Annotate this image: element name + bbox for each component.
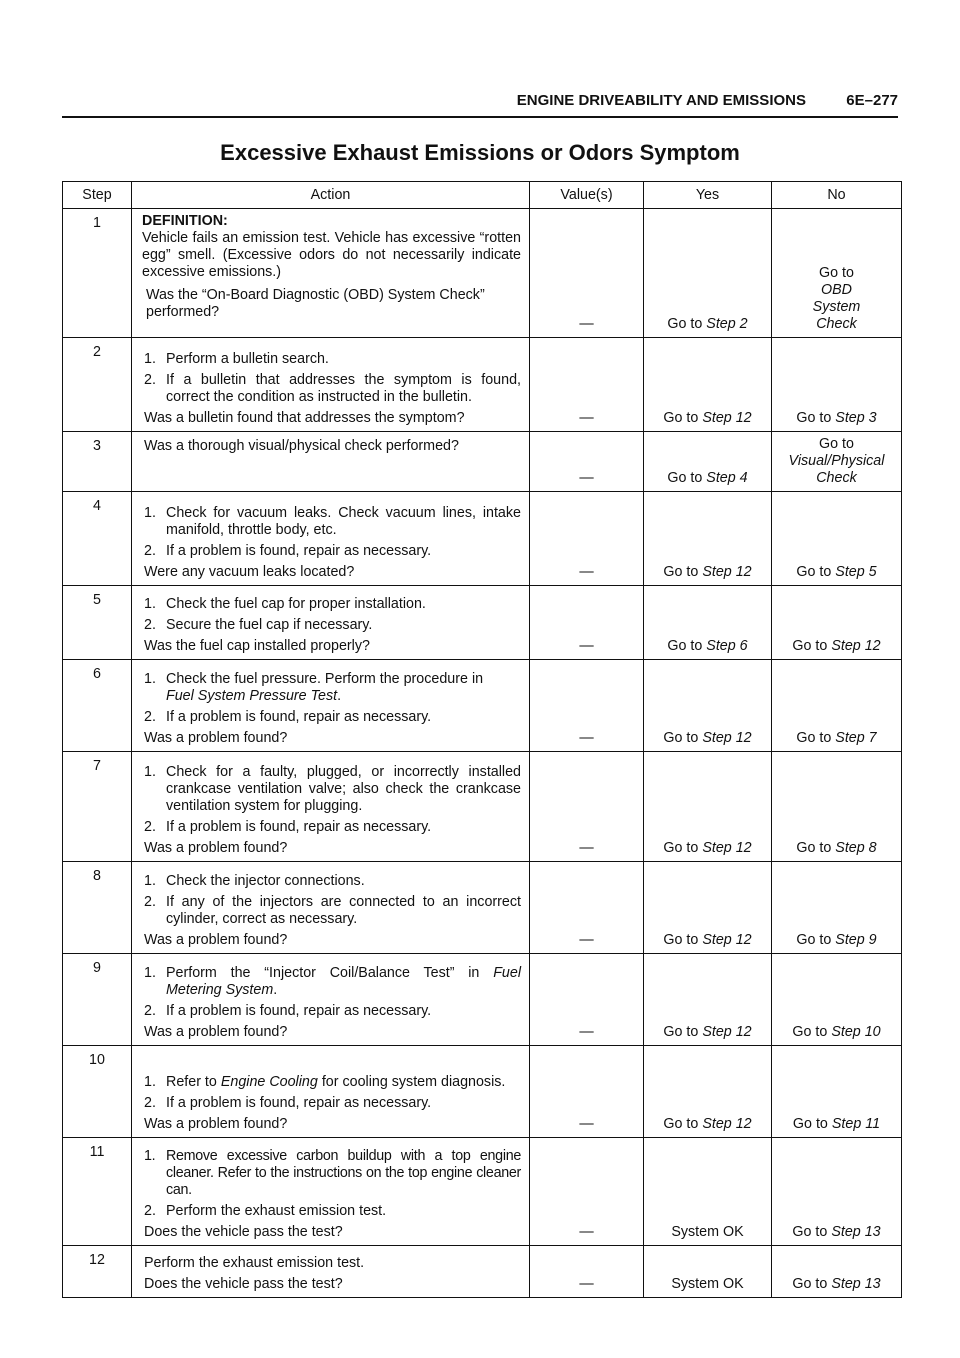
no-step-link[interactable]: Step 12 [831, 638, 881, 654]
no-step-link[interactable]: Step 10 [831, 1024, 881, 1040]
table-row [63, 862, 902, 954]
yes-prefix: Go to [663, 1116, 703, 1132]
table-row [63, 1138, 902, 1246]
step-question: Was a problem found? [144, 730, 288, 746]
procedure-link[interactable]: Fuel Metering System [166, 965, 521, 998]
no-cell [772, 752, 902, 862]
value-cell: — [530, 1046, 644, 1138]
yes-step-link[interactable]: Step 6 [706, 638, 748, 654]
step-question: Does the vehicle pass the test? [144, 1276, 343, 1292]
step-number: 9 [63, 954, 132, 1046]
action-cell [132, 209, 530, 338]
yes-prefix: Go to [663, 730, 703, 746]
yes-cell [644, 862, 772, 954]
no-prefix: Go to [792, 638, 832, 654]
step-number: 5 [63, 586, 132, 660]
list-item: 1. Check for a faulty, plugged, or incorrectly installed crankcase ventilation valve; also check the crankcase ventilation system for plugging. [144, 764, 521, 814]
no-prefix: Go to [796, 564, 836, 580]
value-cell: — [530, 660, 644, 752]
step-number: 8 [63, 862, 132, 954]
yes-cell [644, 752, 772, 862]
table-row [63, 586, 902, 660]
no-step-link[interactable]: OBD System Check [812, 282, 861, 332]
item-text: If any of the injectors are connected to an incorrect cylinder, correct as necessary. [166, 894, 521, 927]
no-prefix: Go to [819, 265, 854, 281]
yes-step-link[interactable]: Step 4 [706, 470, 748, 486]
no-cell [772, 586, 902, 660]
yes-prefix: Go to [667, 316, 707, 332]
list-item: 1. Refer to Engine Cooling for cooling system diagnosis. [144, 1074, 506, 1090]
item-text: If a problem is found, repair as necessary. [166, 1003, 432, 1019]
list-item: 2. If a problem is found, repair as necessary. [144, 1003, 432, 1019]
yes-cell [644, 586, 772, 660]
col-header-no: No [772, 182, 902, 209]
table-row [63, 752, 902, 862]
yes-cell [644, 209, 772, 338]
list-item: 1. Perform the “Injector Coil/Balance Test” in Fuel Metering System. [144, 965, 521, 998]
no-prefix: Go to [792, 1024, 832, 1040]
value-cell: — [530, 492, 644, 586]
no-cell [772, 209, 902, 338]
definition-heading: DEFINITION: [142, 213, 228, 229]
list-item: 1. Check the injector connections. [144, 873, 365, 889]
value-cell: — [530, 954, 644, 1046]
col-header-yes: Yes [644, 182, 772, 209]
list-item: 1. Remove excessive carbon buildup with a top engine cleaner. Refer to the instructions on the top engine cleaner can. [144, 1148, 521, 1198]
action-cell [132, 752, 530, 862]
action-cell [132, 1138, 530, 1246]
step-number: 6 [63, 660, 132, 752]
no-cell [772, 492, 902, 586]
item-text: If a problem is found, repair as necessary. [166, 1095, 432, 1111]
action-text: Perform the exhaust emission test. [144, 1255, 365, 1271]
yes-cell [644, 338, 772, 432]
list-item: 2. If a problem is found, repair as necessary. [144, 709, 432, 725]
step-question: Was a problem found? [144, 1116, 288, 1132]
step-number: 3 [63, 432, 132, 492]
page-header [62, 86, 898, 118]
yes-step-link[interactable]: Step 12 [702, 932, 752, 948]
action-cell [132, 338, 530, 432]
item-text: Perform the “Injector Coil/Balance Test” in [166, 965, 480, 981]
diagnostic-table [62, 181, 902, 1298]
step-question: Were any vacuum leaks located? [144, 564, 355, 580]
yes-cell [644, 954, 772, 1046]
item-text: Remove excessive carbon buildup with a top engine cleaner. Refer to the instructions on the top engine cleaner can. [166, 1148, 521, 1198]
step-number: 12 [63, 1246, 132, 1298]
yes-step-link[interactable]: Step 12 [702, 840, 752, 856]
item-text: If a bulletin that addresses the symptom is found, correct the condition as instructed in the bulletin. [166, 372, 521, 405]
no-cell [772, 1046, 902, 1138]
yes-step-link[interactable]: Step 12 [702, 410, 752, 426]
no-prefix: Go to [796, 932, 836, 948]
item-text: If a problem is found, repair as necessary. [166, 543, 432, 559]
col-header-values: Value(s) [530, 182, 644, 209]
value-cell: — [530, 209, 644, 338]
value-cell: — [530, 432, 644, 492]
value-cell: — [530, 1138, 644, 1246]
yes-prefix: Go to [663, 410, 703, 426]
list-item: 1. Check the fuel pressure. Perform the procedure in Fuel System Pressure Test. [144, 671, 484, 704]
section-title: ENGINE DRIVEABILITY AND EMISSIONS [516, 92, 806, 109]
no-prefix: Go to [796, 840, 836, 856]
yes-step-link[interactable]: Step 12 [702, 1024, 752, 1040]
step-question: Was the “On-Board Diagnostic (OBD) System Check” performed? [146, 287, 485, 320]
col-header-step: Step [63, 182, 132, 209]
action-cell [132, 660, 530, 752]
step-number: 11 [63, 1138, 132, 1246]
step-number: 7 [63, 752, 132, 862]
table-row [63, 954, 902, 1046]
item-text: Secure the fuel cap if necessary. [166, 617, 373, 633]
item-text: Check the fuel pressure. Perform the procedure in [166, 671, 484, 687]
no-prefix: Go to [819, 436, 854, 452]
yes-prefix: Go to [663, 932, 703, 948]
item-text: Perform a bulletin search. [166, 351, 329, 367]
no-step-link[interactable]: Step 11 [831, 1116, 881, 1132]
table-row [63, 492, 902, 586]
step-number: 1 [63, 209, 132, 338]
value-cell: — [530, 586, 644, 660]
table-row [63, 432, 902, 492]
yes-cell [644, 660, 772, 752]
action-cell [132, 1046, 530, 1138]
yes-step-link[interactable]: Step 2 [706, 316, 748, 332]
list-item: 1. Perform a bulletin search. [144, 351, 329, 367]
page-title: Excessive Exhaust Emissions or Odors Symptom [220, 140, 740, 165]
table-row [63, 660, 902, 752]
table-header-row [63, 182, 902, 209]
value-cell: — [530, 338, 644, 432]
item-text: Check for vacuum leaks. Check vacuum lines, intake manifold, throttle body, etc. [166, 505, 521, 538]
yes-prefix: Go to [663, 840, 703, 856]
step-number: 2 [63, 338, 132, 432]
value-cell: — [530, 1246, 644, 1298]
no-cell [772, 954, 902, 1046]
yes-step-link[interactable]: Step 12 [702, 1116, 752, 1132]
no-prefix: Go to [792, 1224, 832, 1240]
no-step-link[interactable]: Step 7 [835, 730, 877, 746]
action-cell [132, 492, 530, 586]
table-row [63, 1246, 902, 1298]
step-question: Was a problem found? [144, 932, 288, 948]
item-text: for cooling system diagnosis. [321, 1074, 506, 1090]
no-step-link[interactable]: Step 13 [831, 1276, 881, 1292]
yes-cell [644, 432, 772, 492]
table-row [63, 209, 902, 338]
table-row [63, 338, 902, 432]
step-question: Was a problem found? [144, 1024, 288, 1040]
yes-cell [644, 492, 772, 586]
action-cell [132, 586, 530, 660]
step-number: 10 [63, 1046, 132, 1138]
no-step-link[interactable]: Step 3 [835, 410, 877, 426]
item-text: If a problem is found, repair as necessary. [166, 819, 432, 835]
procedure-link[interactable]: Fuel System Pressure Test [166, 688, 338, 704]
list-item: 2. If any of the injectors are connected to an incorrect cylinder, correct as necessary. [144, 894, 521, 927]
step-question: Was a thorough visual/physical check performed? [144, 438, 459, 454]
no-cell [772, 1138, 902, 1246]
no-cell [772, 338, 902, 432]
page-number: 6E–277 [846, 92, 898, 109]
item-text: Refer to [166, 1074, 217, 1090]
procedure-link[interactable]: Engine Cooling [220, 1074, 318, 1090]
step-question: Was a problem found? [144, 840, 288, 856]
yes-cell [644, 1046, 772, 1138]
item-text: Check the fuel cap for proper installation. [166, 596, 426, 612]
list-item: 2. If a problem is found, repair as necessary. [144, 1095, 432, 1111]
value-cell: — [530, 752, 644, 862]
no-prefix: Go to [792, 1276, 832, 1292]
item-text: Check for a faulty, plugged, or incorrectly installed crankcase ventilation valve; also check the crankcase ventilation system for plugging. [166, 764, 521, 814]
yes-prefix: Go to [663, 564, 703, 580]
list-item: 1. Check for vacuum leaks. Check vacuum lines, intake manifold, throttle body, etc. [144, 505, 521, 538]
list-item: 2. Secure the fuel cap if necessary. [144, 617, 373, 633]
col-header-action: Action [132, 182, 530, 209]
yes-prefix: Go to [667, 470, 707, 486]
no-prefix: Go to [792, 1116, 832, 1132]
definition-text: Vehicle fails an emission test. Vehicle has excessive “rotten egg” smell. (Excessive odors do not necessarily indicate excessive emissions.) [142, 230, 521, 280]
no-prefix: Go to [796, 410, 836, 426]
yes-cell: System OK [644, 1246, 772, 1298]
list-item: 1. Check the fuel cap for proper installation. [144, 596, 426, 612]
step-number: 4 [63, 492, 132, 586]
no-cell [772, 862, 902, 954]
no-cell [772, 660, 902, 752]
item-text: If a problem is found, repair as necessary. [166, 709, 432, 725]
step-question: Was the fuel cap installed properly? [144, 638, 370, 654]
list-item: 2. If a problem is found, repair as necessary. [144, 543, 432, 559]
no-step-link[interactable]: Step 13 [831, 1224, 881, 1240]
no-step-link[interactable]: Step 9 [835, 932, 877, 948]
no-step-link[interactable]: Step 8 [835, 840, 877, 856]
step-question: Does the vehicle pass the test? [144, 1224, 343, 1240]
yes-step-link[interactable]: Step 12 [702, 730, 752, 746]
list-item: 2. If a problem is found, repair as necessary. [144, 819, 432, 835]
yes-prefix: Go to [667, 638, 707, 654]
no-prefix: Go to [796, 730, 836, 746]
action-cell [132, 1246, 530, 1298]
no-step-link[interactable]: Visual/Physical Check [788, 453, 885, 486]
action-cell [132, 862, 530, 954]
yes-cell: System OK [644, 1138, 772, 1246]
list-item: 2. If a bulletin that addresses the symptom is found, correct the condition as instructed in the bulletin. [144, 372, 521, 405]
no-cell [772, 432, 902, 492]
list-item: 2. Perform the exhaust emission test. [144, 1203, 387, 1219]
item-text: Perform the exhaust emission test. [166, 1203, 387, 1219]
no-step-link[interactable]: Step 5 [835, 564, 877, 580]
yes-prefix: Go to [663, 1024, 703, 1040]
action-cell [132, 432, 530, 492]
value-cell: — [530, 862, 644, 954]
no-cell [772, 1246, 902, 1298]
item-text: Check the injector connections. [166, 873, 365, 889]
action-cell [132, 954, 530, 1046]
yes-step-link[interactable]: Step 12 [702, 564, 752, 580]
step-question: Was a bulletin found that addresses the symptom? [144, 410, 465, 426]
table-row [63, 1046, 902, 1138]
